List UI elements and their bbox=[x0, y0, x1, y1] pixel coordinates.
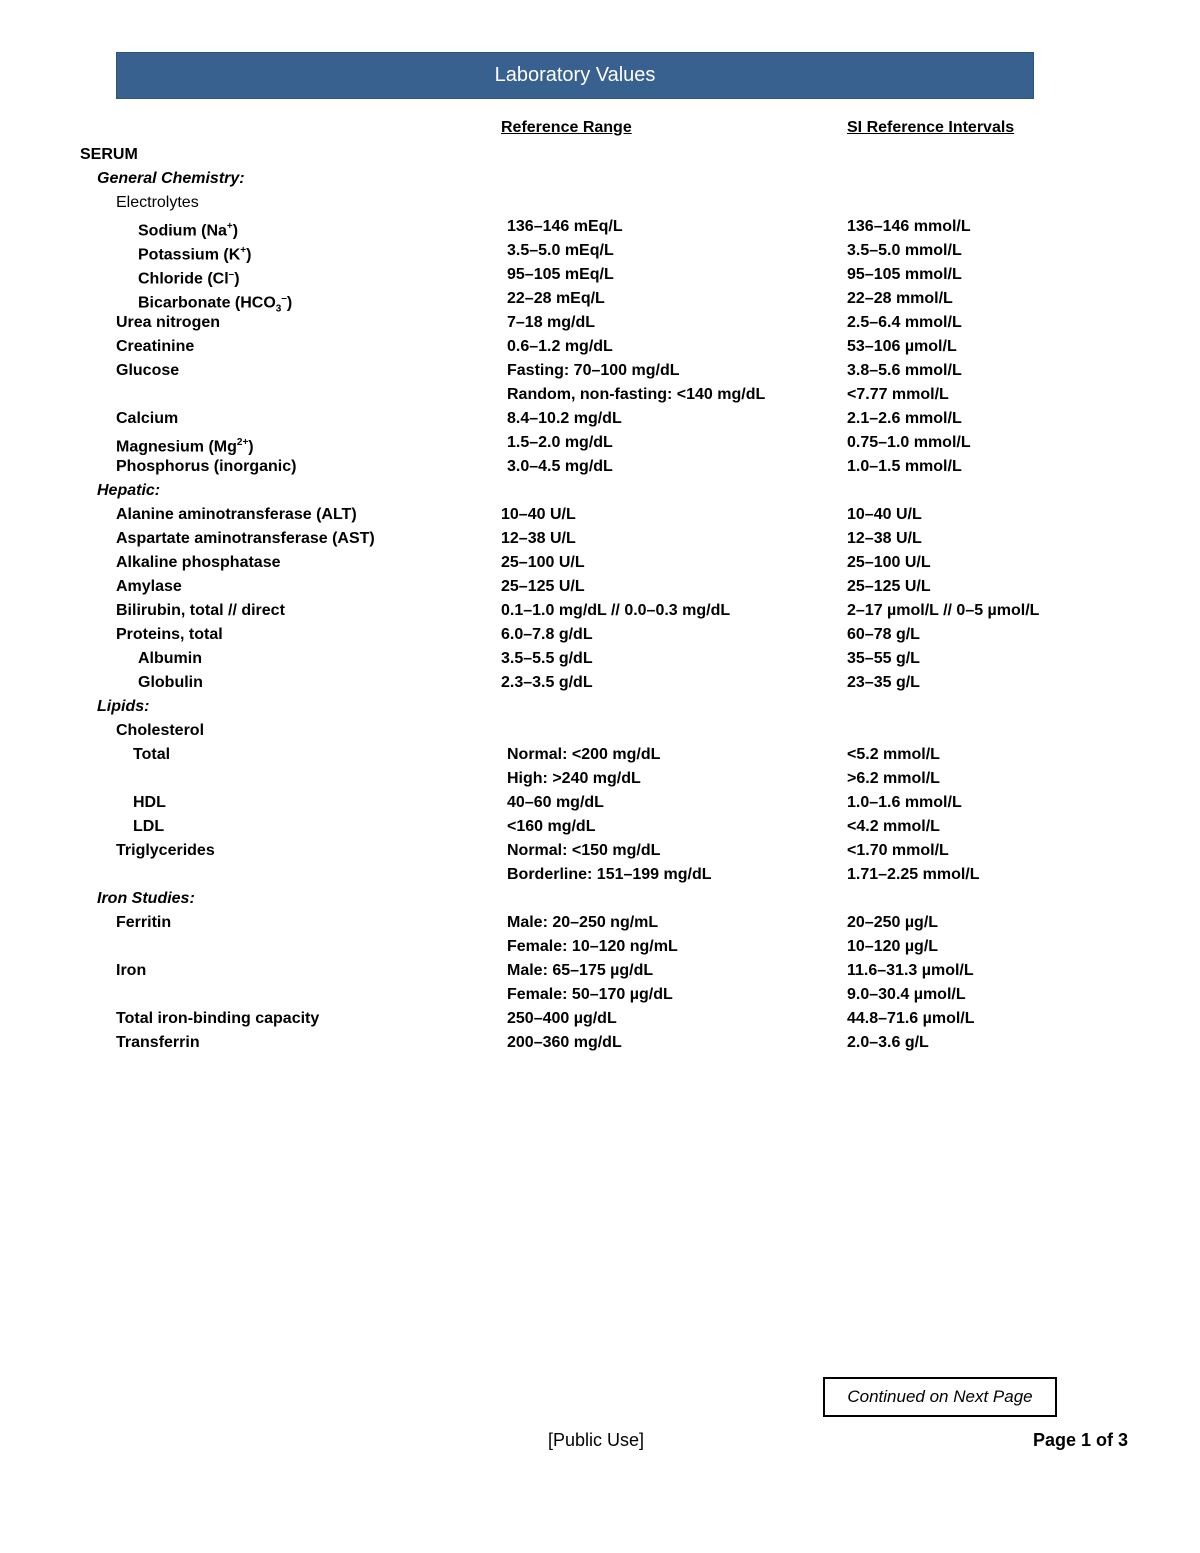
lab-row-label bbox=[133, 791, 166, 815]
lab-row-label-text: Glucose bbox=[116, 362, 180, 379]
lab-row-label-text: Calcium bbox=[116, 410, 179, 427]
continued-box bbox=[823, 1377, 1057, 1417]
lab-row-label-text: Electrolytes bbox=[116, 194, 199, 211]
reference-range-value: 136–146 mEq/L bbox=[507, 218, 623, 235]
si-interval-value: 23–35 g/L bbox=[847, 674, 920, 691]
reference-range-value: 25–125 U/L bbox=[501, 578, 585, 595]
lab-row bbox=[0, 527, 1200, 551]
reference-range-value: Fasting: 70–100 mg/dL bbox=[507, 362, 680, 379]
lab-row-label bbox=[116, 959, 146, 983]
lab-row bbox=[0, 647, 1200, 671]
si-interval-value: 2.1–2.6 mmol/L bbox=[847, 410, 962, 427]
lab-row-label-sup: + bbox=[240, 245, 247, 256]
lab-values-list bbox=[0, 143, 1200, 1055]
reference-range-value: 200–360 mg/dL bbox=[507, 1034, 622, 1051]
reference-range-value: Female: 50–170 µg/dL bbox=[507, 986, 673, 1003]
reference-range-value: Random, non-fasting: <140 mg/dL bbox=[507, 386, 766, 403]
lab-row-label-text: Potassium (K bbox=[138, 246, 241, 264]
si-interval-value: <1.70 mmol/L bbox=[847, 842, 949, 859]
si-interval-value: 2.0–3.6 g/L bbox=[847, 1034, 929, 1051]
lab-row-label-tail: ) bbox=[286, 294, 293, 312]
lab-row-label-tail: ) bbox=[232, 222, 239, 240]
reference-range-value: 2.3–3.5 g/dL bbox=[501, 674, 593, 691]
lab-row-label-text: Iron bbox=[116, 962, 147, 979]
lab-row-label bbox=[97, 167, 245, 191]
si-interval-value: 0.75–1.0 mmol/L bbox=[847, 434, 971, 451]
lab-row bbox=[0, 623, 1200, 647]
reference-range-value: 10–40 U/L bbox=[501, 506, 576, 523]
si-interval-value: 25–125 U/L bbox=[847, 578, 931, 595]
lab-row-label-text: Creatinine bbox=[116, 338, 195, 355]
reference-range-value: Borderline: 151–199 mg/dL bbox=[507, 866, 712, 883]
lab-row-label-text: Bicarbonate (HCO bbox=[138, 294, 276, 312]
reference-range-value: Female: 10–120 ng/mL bbox=[507, 938, 678, 955]
lab-row-label bbox=[116, 1007, 319, 1031]
si-interval-value: 3.8–5.6 mmol/L bbox=[847, 362, 962, 379]
si-interval-value: 1.0–1.5 mmol/L bbox=[847, 458, 962, 475]
lab-row bbox=[0, 407, 1200, 431]
lab-row bbox=[0, 167, 1200, 191]
lab-row-label-tail: ) bbox=[248, 438, 254, 456]
si-interval-value: 53–106 µmol/L bbox=[847, 338, 957, 355]
continued-label: Continued on Next Page bbox=[847, 1387, 1033, 1406]
lab-row bbox=[0, 287, 1200, 315]
lab-row-label-text: General Chemistry: bbox=[97, 170, 245, 187]
lab-row-label bbox=[116, 551, 281, 575]
lab-row bbox=[0, 311, 1200, 335]
lab-row-label bbox=[133, 815, 164, 839]
lab-row-label bbox=[116, 527, 375, 551]
reference-range-value: Male: 65–175 µg/dL bbox=[507, 962, 654, 979]
lab-row bbox=[0, 383, 1200, 407]
lab-row bbox=[0, 239, 1200, 263]
si-interval-value: 95–105 mmol/L bbox=[847, 266, 962, 283]
si-interval-value: 22–28 mmol/L bbox=[847, 290, 953, 307]
lab-row bbox=[0, 671, 1200, 695]
lab-row-label bbox=[116, 359, 179, 383]
lab-row-label-sup: – bbox=[281, 293, 287, 304]
lab-row-label bbox=[97, 479, 160, 503]
lab-row bbox=[0, 215, 1200, 239]
si-interval-value: 12–38 U/L bbox=[847, 530, 922, 547]
reference-range-value: 0.6–1.2 mg/dL bbox=[507, 338, 613, 355]
reference-range-value: 3.0–4.5 mg/dL bbox=[507, 458, 613, 475]
reference-range-value: 0.1–1.0 mg/dL // 0.0–0.3 mg/dL bbox=[501, 602, 731, 619]
lab-row bbox=[0, 839, 1200, 863]
lab-row-label bbox=[116, 623, 223, 647]
lab-row bbox=[0, 335, 1200, 359]
lab-row bbox=[0, 551, 1200, 575]
reference-range-value: 6.0–7.8 g/dL bbox=[501, 626, 593, 643]
reference-range-value: 3.5–5.5 g/dL bbox=[501, 650, 593, 667]
reference-range-value: 7–18 mg/dL bbox=[507, 314, 596, 331]
lab-row bbox=[0, 983, 1200, 1007]
lab-row bbox=[0, 767, 1200, 791]
lab-row-label bbox=[116, 599, 285, 623]
lab-row bbox=[0, 455, 1200, 479]
lab-row-label-text: Aspartate aminotransferase (AST) bbox=[116, 530, 375, 547]
lab-row-label-text: LDL bbox=[133, 818, 165, 835]
si-interval-value: <7.77 mmol/L bbox=[847, 386, 949, 403]
lab-row bbox=[0, 911, 1200, 935]
reference-range-value: 95–105 mEq/L bbox=[507, 266, 614, 283]
si-interval-value: 10–120 µg/L bbox=[847, 938, 939, 955]
lab-row bbox=[0, 935, 1200, 959]
lab-row-label bbox=[116, 1031, 200, 1055]
lab-row-label bbox=[116, 503, 357, 527]
lab-row-label-text: Chloride (Cl bbox=[138, 270, 229, 288]
lab-row bbox=[0, 479, 1200, 503]
lab-row-label bbox=[116, 335, 194, 359]
lab-row-label-text: Total bbox=[133, 746, 171, 763]
lab-row-label-sup: 2+ bbox=[236, 437, 249, 448]
lab-row-label-text: Triglycerides bbox=[116, 842, 215, 859]
lab-row-label bbox=[80, 143, 138, 167]
reference-range-value: 1.5–2.0 mg/dL bbox=[507, 434, 613, 451]
lab-row-label bbox=[138, 647, 202, 671]
lab-row-label bbox=[116, 575, 182, 599]
lab-row-label-text: SERUM bbox=[80, 146, 138, 163]
lab-row bbox=[0, 695, 1200, 719]
lab-row bbox=[0, 503, 1200, 527]
si-interval-value: 3.5–5.0 mmol/L bbox=[847, 242, 962, 259]
lab-row-label-sup: – bbox=[228, 269, 235, 280]
si-interval-value: 25–100 U/L bbox=[847, 554, 931, 571]
lab-row-label-text: Transferrin bbox=[116, 1034, 200, 1051]
lab-row-label bbox=[116, 455, 296, 479]
reference-range-value: 12–38 U/L bbox=[501, 530, 576, 547]
lab-row-label-tail: ) bbox=[234, 270, 240, 288]
lab-row-label-text: Urea nitrogen bbox=[116, 314, 221, 331]
reference-range-value: Normal: <150 mg/dL bbox=[507, 842, 661, 859]
si-interval-value: 10–40 U/L bbox=[847, 506, 922, 523]
reference-range-value: 3.5–5.0 mEq/L bbox=[507, 242, 614, 259]
lab-row-label-text: Cholesterol bbox=[116, 722, 205, 739]
si-interval-value: 136–146 mmol/L bbox=[847, 218, 971, 235]
lab-row-label-text: Magnesium (Mg bbox=[116, 438, 237, 456]
lab-row bbox=[0, 887, 1200, 911]
reference-range-value: 25–100 U/L bbox=[501, 554, 585, 571]
lab-row-label bbox=[116, 719, 204, 743]
si-interval-value: 20–250 µg/L bbox=[847, 914, 939, 931]
lab-row-label-text: Phosphorus (inorganic) bbox=[116, 458, 297, 475]
lab-row-label-tail: ) bbox=[246, 246, 252, 264]
si-intervals-header: SI Reference Intervals bbox=[847, 119, 1015, 136]
classification-label: [Public Use] bbox=[548, 1430, 645, 1450]
lab-row bbox=[0, 599, 1200, 623]
lab-row-label bbox=[133, 743, 170, 767]
si-interval-value: >6.2 mmol/L bbox=[847, 770, 940, 787]
reference-range-header: Reference Range bbox=[501, 119, 632, 136]
lab-row-label-text: Albumin bbox=[138, 650, 202, 667]
lab-row-label-text: Alkaline phosphatase bbox=[116, 554, 281, 571]
lab-row-label-text: Bilirubin, total // direct bbox=[116, 602, 285, 619]
si-interval-value: 1.0–1.6 mmol/L bbox=[847, 794, 962, 811]
reference-range-value: 22–28 mEq/L bbox=[507, 290, 605, 307]
si-interval-value: <4.2 mmol/L bbox=[847, 818, 940, 835]
lab-row-label-sub: 3 bbox=[275, 303, 282, 315]
page-title: Laboratory Values bbox=[494, 64, 656, 86]
si-interval-value: 11.6–31.3 µmol/L bbox=[847, 962, 974, 979]
lab-row-label-text: Amylase bbox=[116, 578, 182, 595]
title-banner bbox=[116, 52, 1034, 99]
lab-row-label-text: Hepatic: bbox=[97, 482, 161, 499]
lab-row-label bbox=[116, 191, 199, 215]
lab-row-label bbox=[116, 311, 220, 335]
lab-row-label bbox=[116, 911, 171, 935]
lab-row bbox=[0, 143, 1200, 167]
lab-row bbox=[0, 863, 1200, 887]
reference-range-value: 8.4–10.2 mg/dL bbox=[507, 410, 622, 427]
lab-row-label-text: Proteins, total bbox=[116, 626, 223, 643]
si-interval-value: <5.2 mmol/L bbox=[847, 746, 940, 763]
lab-row-label-text: Ferritin bbox=[116, 914, 172, 931]
si-interval-value: 2–17 µmol/L // 0–5 µmol/L bbox=[847, 602, 1040, 619]
lab-row-label bbox=[138, 671, 203, 695]
lab-row bbox=[0, 959, 1200, 983]
lab-row-label-text: Iron Studies: bbox=[97, 890, 195, 907]
si-interval-value: 35–55 g/L bbox=[847, 650, 920, 667]
lab-row bbox=[0, 815, 1200, 839]
lab-row-label bbox=[97, 695, 149, 719]
lab-row-label-text: Sodium (Na bbox=[138, 222, 227, 240]
lab-row bbox=[0, 743, 1200, 767]
lab-row-label-text: Alanine aminotransferase (ALT) bbox=[116, 506, 357, 523]
lab-row-label bbox=[116, 839, 215, 863]
page-number: Page 1 of 3 bbox=[1033, 1430, 1129, 1450]
si-interval-value: 60–78 g/L bbox=[847, 626, 920, 643]
lab-row-label bbox=[97, 887, 195, 911]
reference-range-value: High: >240 mg/dL bbox=[507, 770, 641, 787]
lab-row-label-text: Globulin bbox=[138, 674, 203, 691]
si-interval-value: 44.8–71.6 µmol/L bbox=[847, 1010, 975, 1027]
lab-row bbox=[0, 1007, 1200, 1031]
lab-row bbox=[0, 359, 1200, 383]
lab-row bbox=[0, 575, 1200, 599]
si-interval-value: 2.5–6.4 mmol/L bbox=[847, 314, 962, 331]
lab-row-label-text: Lipids: bbox=[97, 698, 150, 715]
lab-row bbox=[0, 191, 1200, 215]
lab-row bbox=[0, 431, 1200, 455]
reference-range-value: 250–400 µg/dL bbox=[507, 1010, 617, 1027]
lab-row bbox=[0, 1031, 1200, 1055]
lab-row bbox=[0, 791, 1200, 815]
si-interval-value: 9.0–30.4 µmol/L bbox=[847, 986, 966, 1003]
reference-range-value: <160 mg/dL bbox=[507, 818, 596, 835]
lab-row bbox=[0, 263, 1200, 287]
reference-range-value: Male: 20–250 ng/mL bbox=[507, 914, 659, 931]
lab-row-label-text: HDL bbox=[133, 794, 166, 811]
si-interval-value: 1.71–2.25 mmol/L bbox=[847, 866, 980, 883]
lab-row-label-text: Total iron-binding capacity bbox=[116, 1010, 320, 1027]
lab-row bbox=[0, 719, 1200, 743]
lab-row-label bbox=[116, 407, 178, 431]
reference-range-value: Normal: <200 mg/dL bbox=[507, 746, 661, 763]
lab-row-label-sup: + bbox=[226, 221, 233, 232]
reference-range-value: 40–60 mg/dL bbox=[507, 794, 604, 811]
